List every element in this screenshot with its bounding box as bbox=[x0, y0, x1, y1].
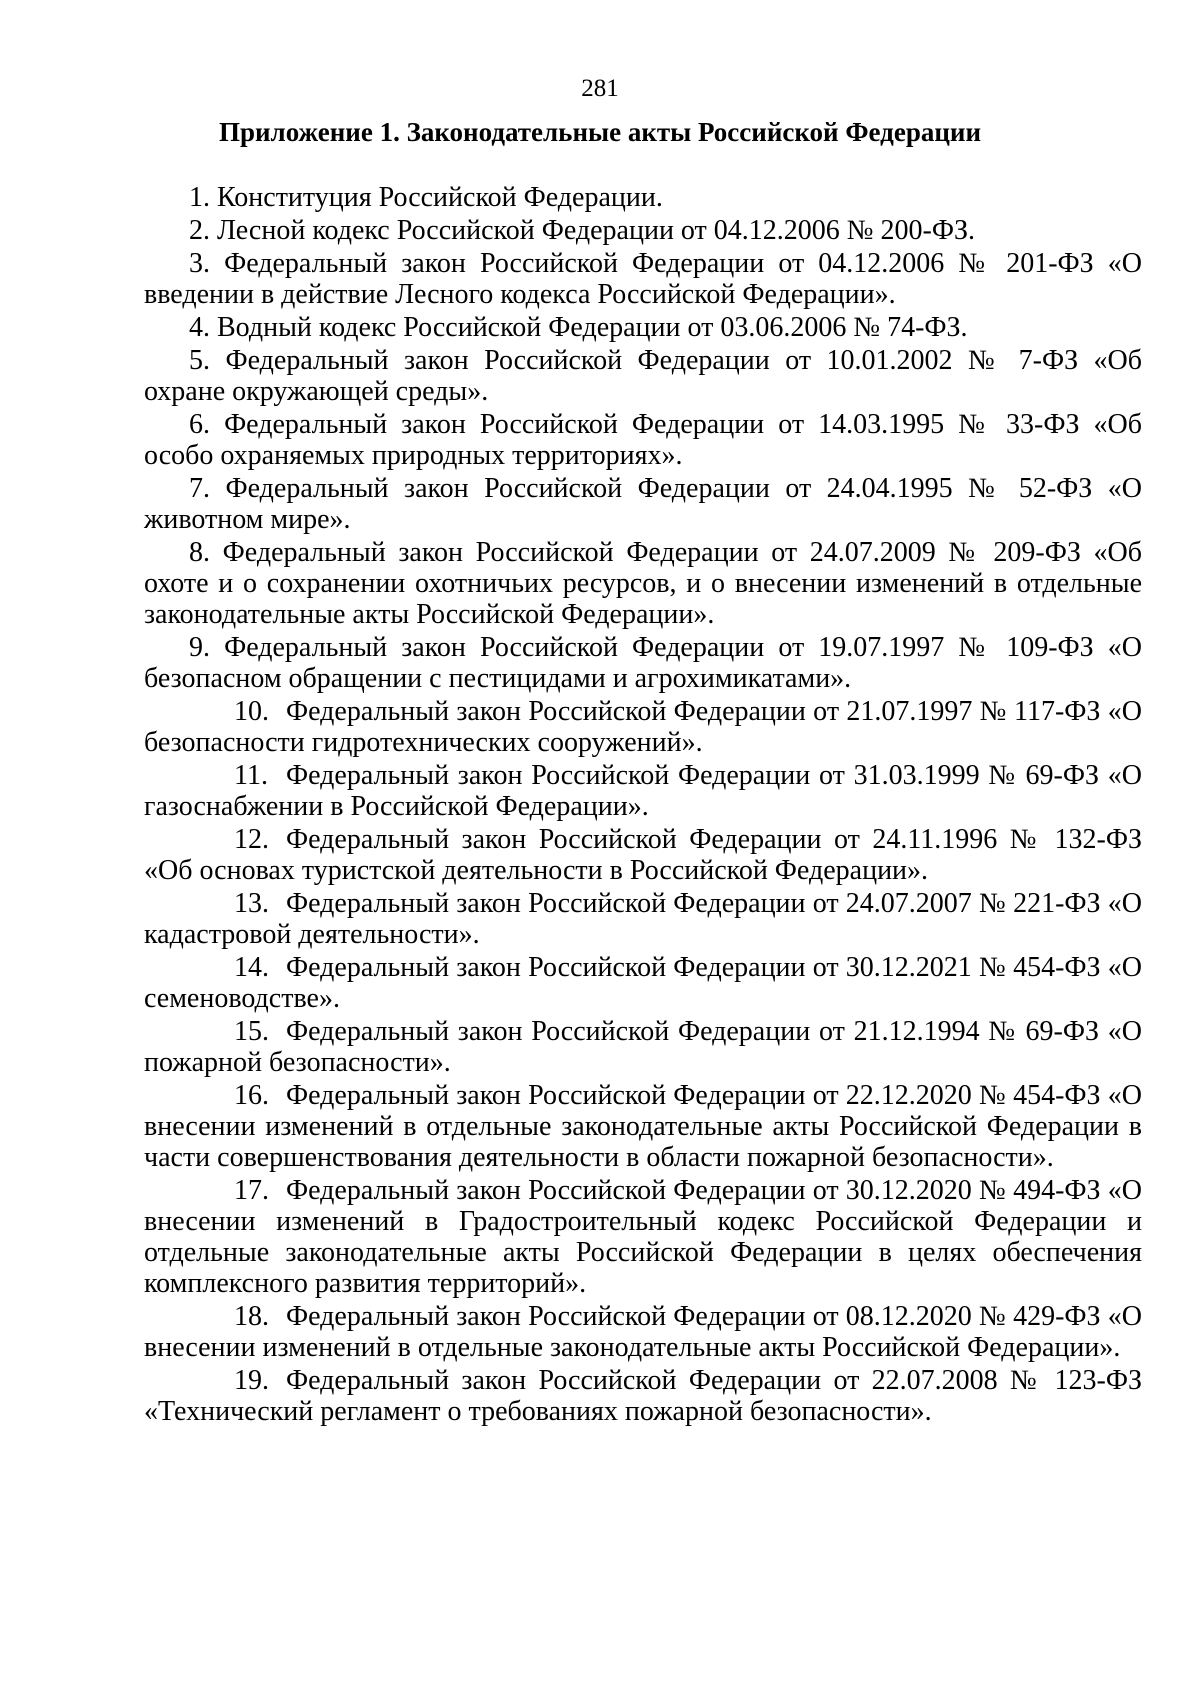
item-number: 6. bbox=[189, 409, 210, 440]
list-item bbox=[144, 312, 1142, 343]
list-item bbox=[144, 409, 1142, 471]
item-text: Водный кодекс Российской Федерации от 03.06.2006 № 74-ФЗ. bbox=[217, 312, 968, 343]
item-number: 1. bbox=[189, 182, 210, 213]
item-number: 18. bbox=[234, 1301, 269, 1332]
item-text: Федеральный закон Российской Федерации от 10.01.2002 № 7-ФЗ «Об охране окружающей среды». bbox=[144, 345, 1143, 407]
list-item bbox=[144, 952, 1142, 1014]
item-number: 2. bbox=[189, 215, 210, 246]
item-text: Федеральный закон Российской Федерации от 24.07.2009 № 209-ФЗ «Об охоте и о сохранении охотничьих ресурсов, и о внесении изменений в отдельные законодательные акты Российской Федерации». bbox=[144, 537, 1142, 630]
list-item bbox=[144, 888, 1142, 950]
item-text: Федеральный закон Российской Федерации от 21.12.1994 № 69-ФЗ «О пожарной безопасности». bbox=[144, 1016, 1142, 1078]
list-item bbox=[144, 182, 1142, 213]
item-number: 7. bbox=[189, 473, 210, 504]
list-item bbox=[144, 215, 1142, 246]
item-number: 11. bbox=[234, 760, 268, 791]
list-item bbox=[144, 696, 1142, 758]
item-text: Лесной кодекс Российской Федерации от 04.12.2006 № 200-ФЗ. bbox=[217, 215, 975, 246]
item-text: Федеральный закон Российской Федерации от 19.07.1997 № 109-ФЗ «О безопасном обращении с пестицидами и агрохимикатами». bbox=[144, 632, 1142, 694]
item-text: Федеральный закон Российской Федерации от 24.07.2007 № 221-ФЗ «О кадастровой деятельности». bbox=[144, 888, 1142, 950]
item-number: 8. bbox=[189, 537, 210, 568]
item-number: 16. bbox=[234, 1080, 269, 1111]
list-item bbox=[144, 824, 1142, 886]
item-text: Федеральный закон Российской Федерации от 21.07.1997 № 117-ФЗ «О безопасности гидротехнических сооружений». bbox=[144, 696, 1142, 758]
item-number: 9. bbox=[189, 632, 210, 663]
list-item bbox=[144, 1016, 1142, 1078]
list-item bbox=[144, 1301, 1142, 1363]
item-number: 3. bbox=[189, 248, 210, 279]
list-item bbox=[144, 473, 1142, 535]
item-text: Федеральный закон Российской Федерации от 04.12.2006 № 201-ФЗ «О введении в действие Лесного кодекса Российской Федерации». bbox=[144, 248, 1142, 310]
item-text: Федеральный закон Российской Федерации от 22.12.2020 № 454-ФЗ «О внесении изменений в отдельные законодательные акты Российской Федерации в части совершенствования деятельности в области пожарной безопасности». bbox=[144, 1080, 1142, 1173]
list-item bbox=[144, 1175, 1142, 1299]
item-text: Федеральный закон Российской Федерации от 24.04.1995 № 52-ФЗ «О животном мире». bbox=[144, 473, 1142, 535]
item-number: 17. bbox=[234, 1175, 269, 1206]
list-item bbox=[144, 537, 1142, 630]
list-item bbox=[144, 248, 1142, 310]
list-item bbox=[144, 1365, 1142, 1427]
list-item bbox=[144, 632, 1142, 694]
page-number: 281 bbox=[581, 75, 619, 102]
item-number: 19. bbox=[234, 1365, 269, 1396]
item-text: Федеральный закон Российской Федерации от 31.03.1999 № 69-ФЗ «О газоснабжении в Российской Федерации». bbox=[144, 760, 1142, 822]
list-item bbox=[144, 760, 1142, 822]
item-number: 15. bbox=[234, 1016, 269, 1047]
list-item bbox=[144, 1080, 1142, 1173]
item-number: 13. bbox=[234, 888, 269, 919]
item-number: 4. bbox=[189, 312, 210, 343]
appendix-title: Приложение 1. Законодательные акты Российской Федерации bbox=[218, 117, 982, 147]
list-item bbox=[144, 345, 1142, 407]
item-text: Федеральный закон Российской Федерации от 30.12.2020 № 494-ФЗ «О внесении изменений в Градостроительный кодекс Российской Федерации и отдельные законодательные акты Российской Федерации в целях обеспечения комплексного развития территорий». bbox=[144, 1175, 1142, 1299]
item-text: Федеральный закон Российской Федерации от 14.03.1995 № 33-ФЗ «Об особо охраняемых природных территориях». bbox=[144, 409, 1143, 471]
item-text: Конституция Российской Федерации. bbox=[217, 182, 663, 213]
legislation-list bbox=[144, 182, 1142, 1429]
item-text: Федеральный закон Российской Федерации от 08.12.2020 № 429-ФЗ «О внесении изменений в отдельные законодательные акты Российской Федерации». bbox=[144, 1301, 1142, 1363]
item-text: Федеральный закон Российской Федерации от 30.12.2021 № 454-ФЗ «О семеноводстве». bbox=[144, 952, 1142, 1014]
item-number: 14. bbox=[234, 952, 269, 983]
item-number: 10. bbox=[234, 696, 269, 727]
item-text: Федеральный закон Российской Федерации от 24.11.1996 № 132-ФЗ «Об основах туристской деятельности в Российской Федерации». bbox=[144, 824, 1142, 886]
item-number: 5. bbox=[189, 345, 210, 376]
item-text: Федеральный закон Российской Федерации от 22.07.2008 № 123-ФЗ «Технический регламент о требованиях пожарной безопасности». bbox=[144, 1365, 1142, 1427]
item-number: 12. bbox=[234, 824, 269, 855]
